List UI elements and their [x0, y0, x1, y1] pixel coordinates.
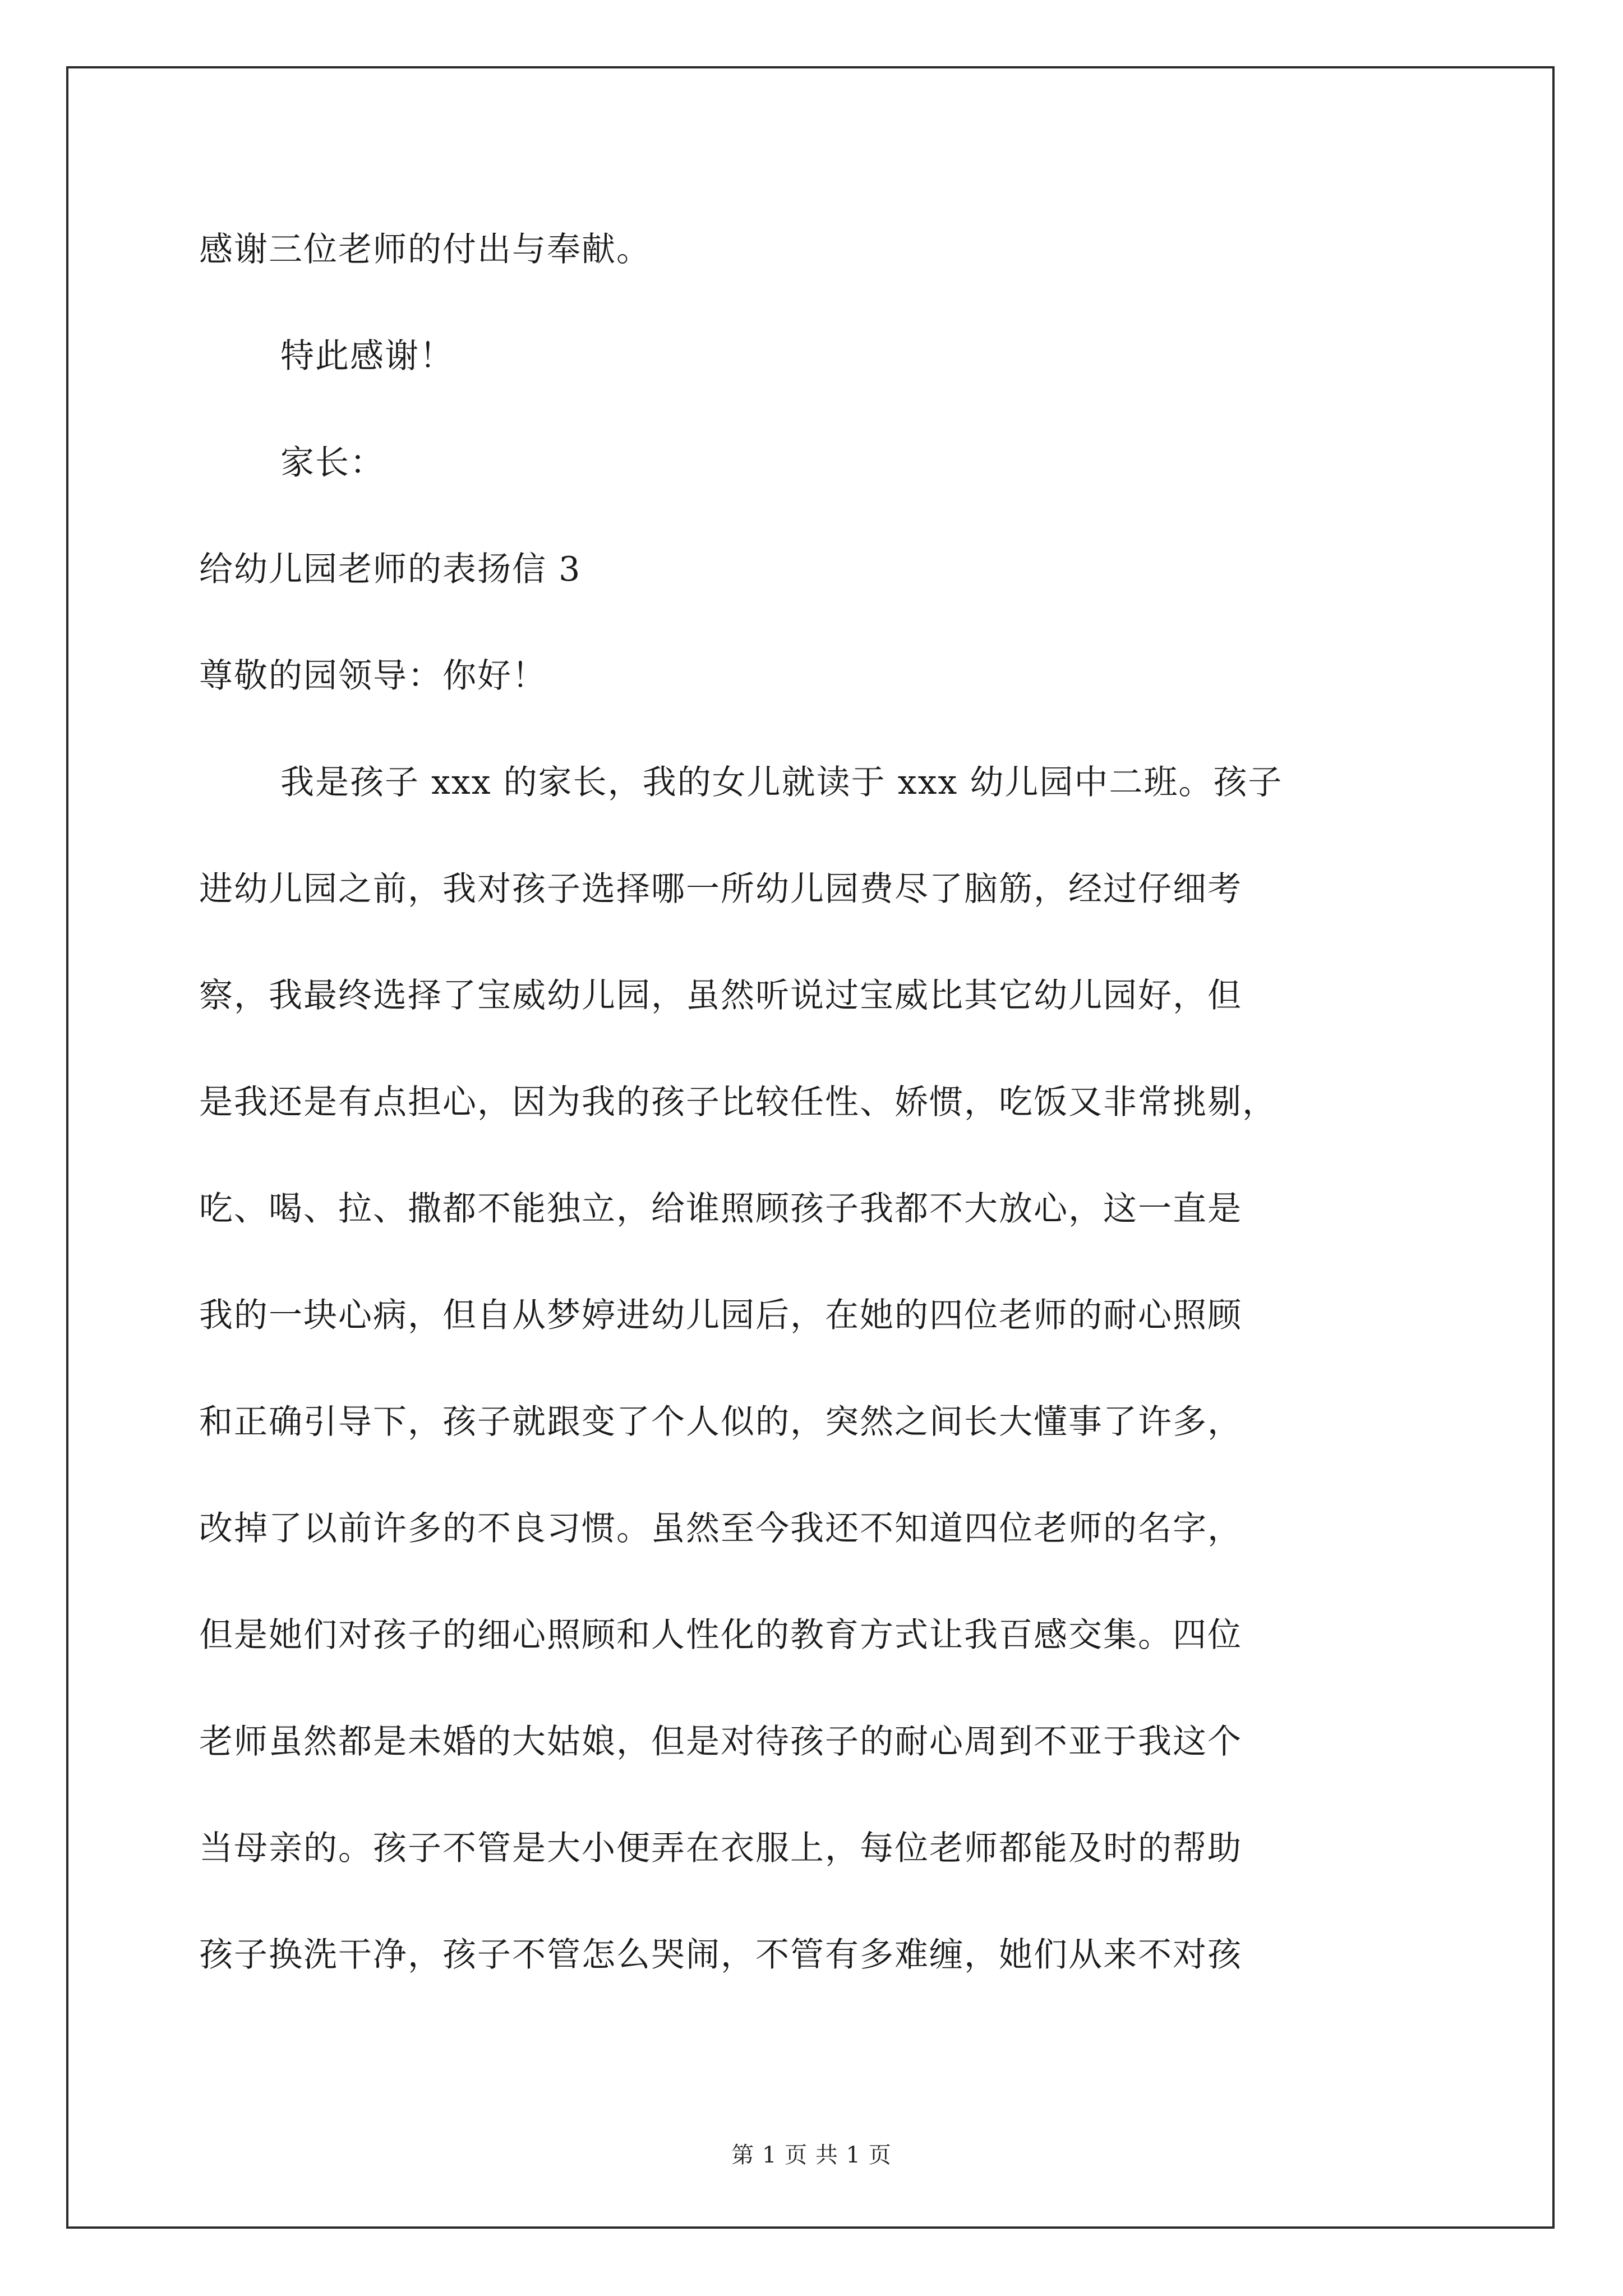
text-line: 是我还是有点担心，因为我的孩子比较任性、娇惯，吃饭又非常挑剔， — [199, 1083, 1277, 1122]
text-line: 特此感谢！ — [280, 337, 454, 376]
document-body — [199, 202, 1433, 2014]
text-line: 家长： — [280, 443, 385, 482]
text-line: 进幼儿园之前，我对孩子选择哪一所幼儿园费尽了脑筋，经过仔细考 — [199, 869, 1242, 909]
text-line: 孩子换洗干净，孩子不管怎么哭闹，不管有多难缠，她们从来不对孩 — [199, 1935, 1242, 1975]
text-line: 老师虽然都是未婚的大姑娘，但是对待孩子的耐心周到不亚于我这个 — [199, 1722, 1242, 1761]
text-line: 和正确引导下，孩子就跟变了个人似的，突然之间长大懂事了许多， — [199, 1402, 1242, 1442]
text-line: 察，我最终选择了宝威幼儿园，虽然听说过宝威比其它幼儿园好，但 — [199, 976, 1242, 1015]
page-number-footer: 第 1 页 共 1 页 — [731, 2142, 892, 2168]
letter-title: 给幼儿园老师的表扬信 3 — [199, 550, 582, 589]
text-line: 吃、喝、拉、撒都不能独立，给谁照顾孩子我都不大放心，这一直是 — [199, 1189, 1242, 1228]
text-line: 但是她们对孩子的细心照顾和人性化的教育方式让我百感交集。四位 — [199, 1616, 1242, 1655]
salutation: 尊敬的园领导：你好！ — [199, 656, 547, 696]
text-line: 当母亲的。孩子不管是大小便弄在衣服上，每位老师都能及时的帮助 — [199, 1829, 1242, 1868]
text-line: 我是孩子 xxx 的家长，我的女儿就读于 xxx 幼儿园中二班。孩子 — [280, 763, 1283, 802]
text-line: 感谢三位老师的付出与奉献。 — [199, 230, 651, 269]
text-line: 我的一块心病，但自从梦婷进幼儿园后，在她的四位老师的耐心照顾 — [199, 1296, 1242, 1335]
text-line: 改掉了以前许多的不良习惯。虽然至今我还不知道四位老师的名字， — [199, 1509, 1242, 1548]
